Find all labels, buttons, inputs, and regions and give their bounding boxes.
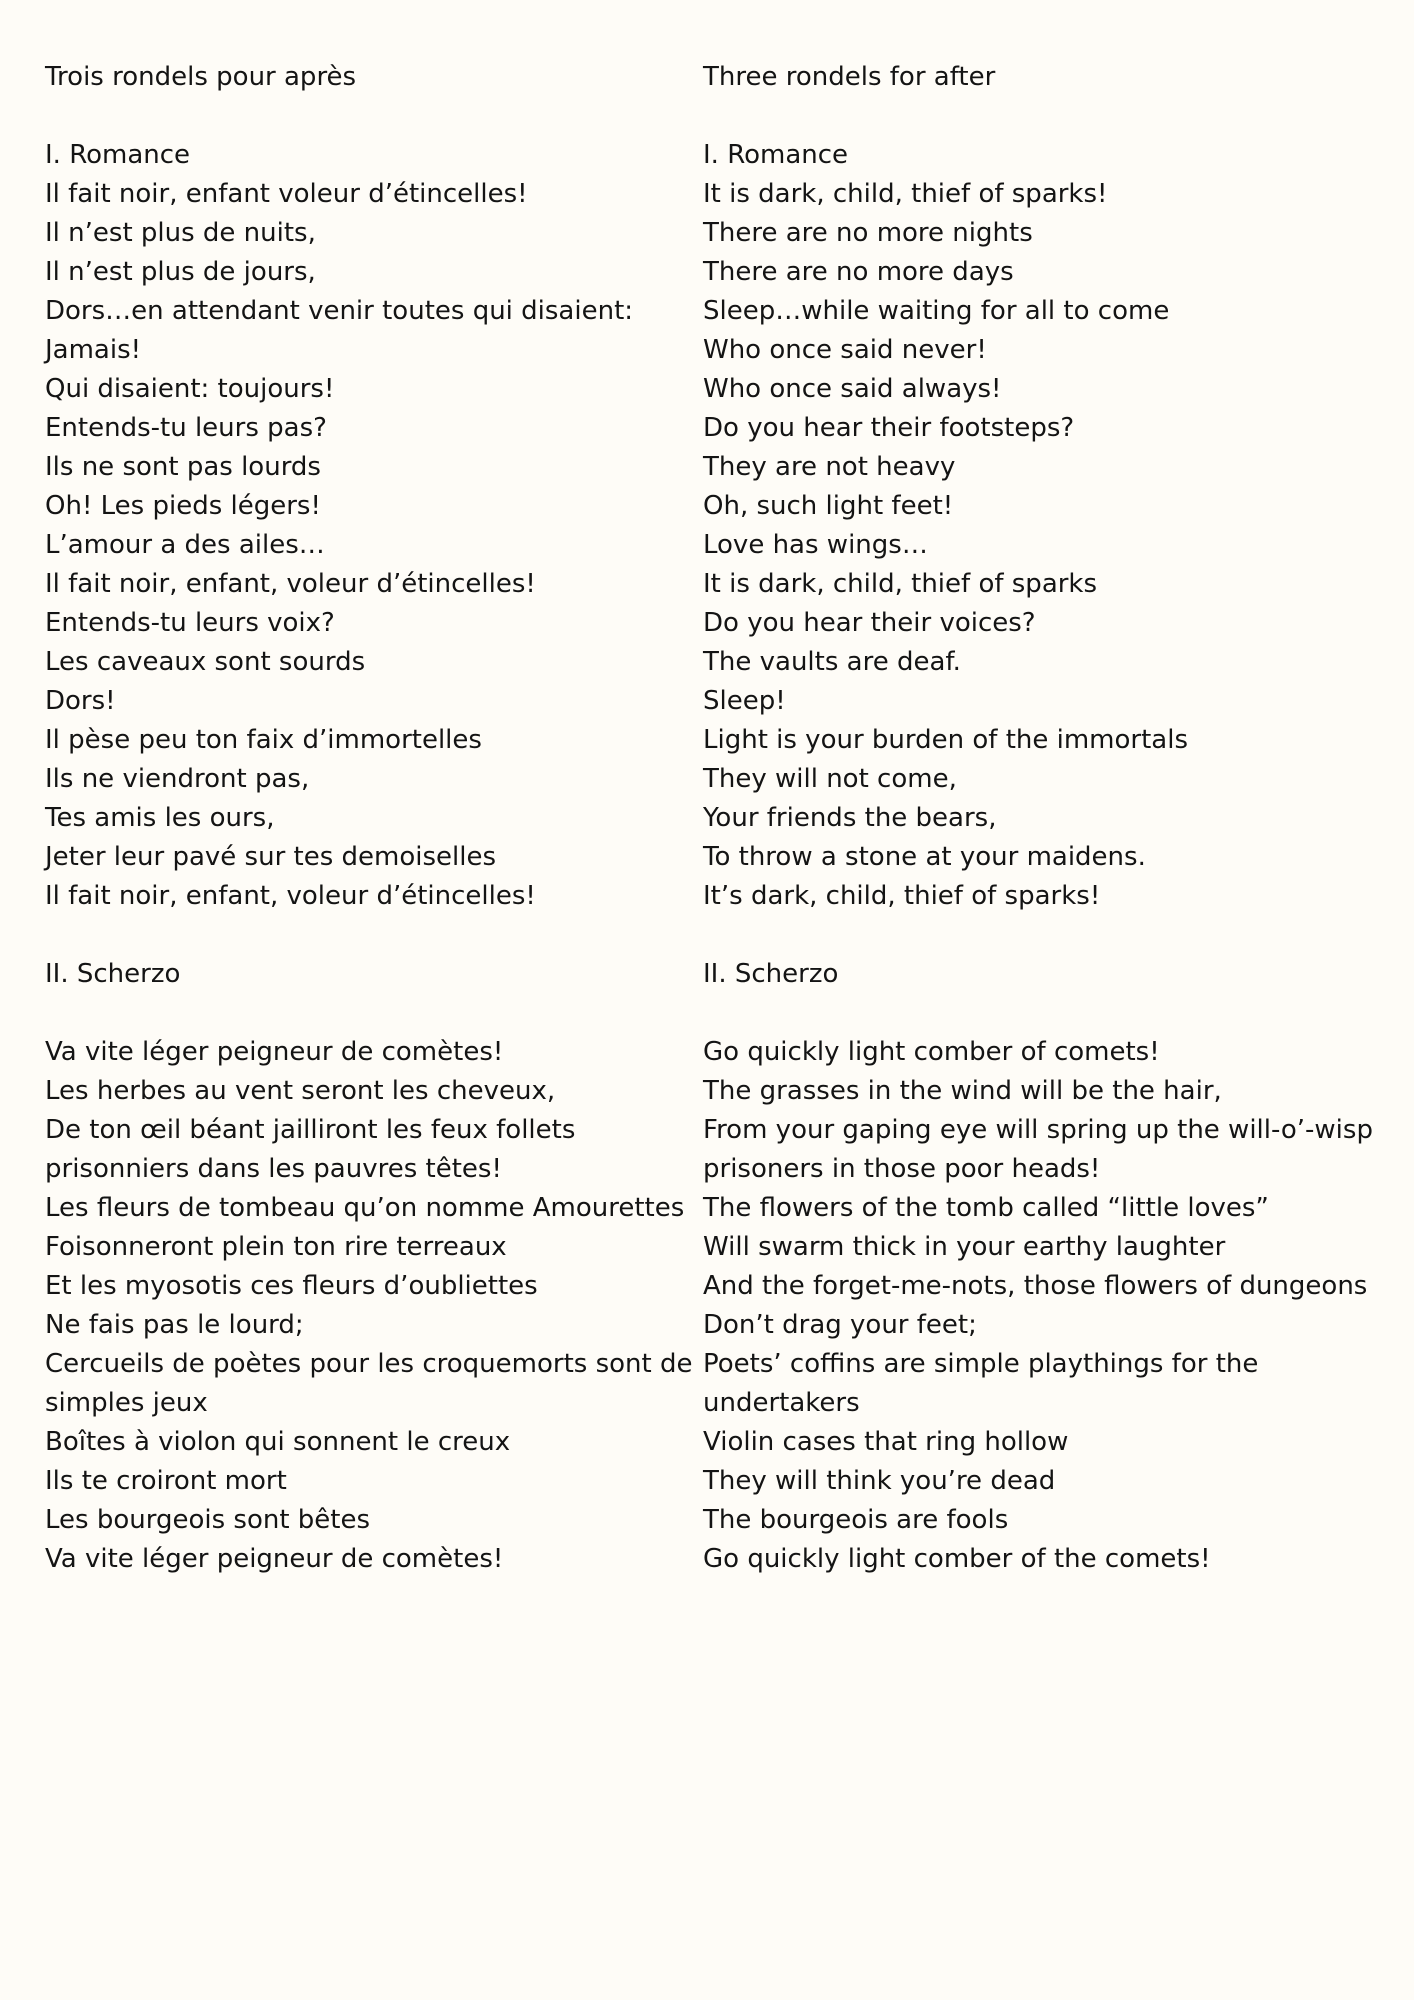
english-scherzo-stanza <box>703 1033 1375 1579</box>
stanza-spacer <box>703 994 1375 1033</box>
stanza-spacer <box>45 994 675 1033</box>
verse-line: There are no more days <box>703 257 1014 287</box>
verse-line: They are not heavy <box>703 452 956 482</box>
verse-line: Et les myosotis ces fleurs d’oubliettes <box>45 1271 538 1301</box>
verse-line: From your gaping eye will spring up the will-o’-wisp <box>703 1115 1373 1145</box>
verse-line: Il n’est plus de nuits, <box>45 218 316 248</box>
verse-line: Il fait noir, enfant, voleur d’étincelles! <box>45 569 536 599</box>
english-title: Three rondels for after <box>703 62 996 92</box>
french-scherzo-stanza <box>45 1033 693 1579</box>
verse-line: Light is your burden of the immortals <box>703 725 1188 755</box>
verse-line: Oh! Les pieds légers! <box>45 491 321 521</box>
verse-line: Tes amis les ours, <box>45 803 275 833</box>
verse-line: Go quickly light comber of comets! <box>703 1037 1160 1067</box>
french-romance-stanza <box>45 175 675 916</box>
english-scherzo-heading: II. Scherzo <box>703 959 839 989</box>
french-romance-heading: I. Romance <box>45 140 191 170</box>
verse-line: Love has wings… <box>703 530 928 560</box>
verse-line: undertakers <box>703 1388 860 1418</box>
english-column <box>703 58 1375 1579</box>
stanza-spacer <box>45 916 675 955</box>
verse-line: Do you hear their voices? <box>703 608 1036 638</box>
verse-line: The bourgeois are fools <box>703 1505 1009 1535</box>
verse-line: Jeter leur pavé sur tes demoiselles <box>45 842 497 872</box>
verse-line: Qui disaient: toujours! <box>45 374 335 404</box>
verse-line: To throw a stone at your maidens. <box>703 842 1146 872</box>
verse-line: Les caveaux sont sourds <box>45 647 366 677</box>
verse-line: Poets’ coffins are simple playthings for the <box>703 1349 1259 1379</box>
verse-line: There are no more nights <box>703 218 1033 248</box>
verse-line: Ils te croiront mort <box>45 1466 287 1496</box>
verse-line: Les herbes au vent seront les cheveux, <box>45 1076 556 1106</box>
verse-line: simples jeux <box>45 1388 208 1418</box>
verse-line: Will swarm thick in your earthy laughter <box>703 1232 1226 1262</box>
english-romance-stanza <box>703 175 1375 916</box>
verse-line: Va vite léger peigneur de comètes! <box>45 1037 504 1067</box>
verse-line: Les bourgeois sont bêtes <box>45 1505 371 1535</box>
verse-line: prisoners in those poor heads! <box>703 1154 1101 1184</box>
verse-line: Ils ne sont pas lourds <box>45 452 321 482</box>
verse-line: Sleep! <box>703 686 786 716</box>
verse-line: The grasses in the wind will be the hair, <box>703 1076 1222 1106</box>
verse-line: Who once said always! <box>703 374 1002 404</box>
verse-line: The vaults are deaf. <box>703 647 961 677</box>
verse-line: And the forget-me-nots, those flowers of dungeons <box>703 1271 1368 1301</box>
verse-line: Who once said never! <box>703 335 987 365</box>
verse-line: Oh, such light feet! <box>703 491 954 521</box>
verse-line: Don’t drag your feet; <box>703 1310 977 1340</box>
verse-line: Sleep…while waiting for all to come <box>703 296 1170 326</box>
verse-line: prisonniers dans les pauvres têtes! <box>45 1154 502 1184</box>
verse-line: Ne fais pas le lourd; <box>45 1310 304 1340</box>
verse-line: It is dark, child, thief of sparks! <box>703 179 1108 209</box>
verse-line: They will think you’re dead <box>703 1466 1056 1496</box>
french-title: Trois rondels pour après <box>45 62 357 92</box>
verse-line: Il n’est plus de jours, <box>45 257 316 287</box>
verse-line: Cercueils de poètes pour les croquemorts sont de <box>45 1349 693 1379</box>
verse-line: Foisonneront plein ton rire terreaux <box>45 1232 507 1262</box>
stanza-spacer <box>703 916 1375 955</box>
verse-line: L’amour a des ailes… <box>45 530 325 560</box>
verse-line: Jamais! <box>45 335 142 365</box>
english-romance-heading: I. Romance <box>703 140 849 170</box>
verse-line: Dors! <box>45 686 116 716</box>
verse-line: Boîtes à violon qui sonnent le creux <box>45 1427 511 1457</box>
verse-line: Ils ne viendront pas, <box>45 764 310 794</box>
verse-line: Go quickly light comber of the comets! <box>703 1544 1211 1574</box>
french-scherzo-heading: II. Scherzo <box>45 959 181 989</box>
verse-line: Il fait noir, enfant, voleur d’étincelles! <box>45 881 536 911</box>
verse-line: Les fleurs de tombeau qu’on nomme Amourettes <box>45 1193 685 1223</box>
verse-line: Violin cases that ring hollow <box>703 1427 1069 1457</box>
verse-line: Dors…en attendant venir toutes qui disaient: <box>45 296 634 326</box>
verse-line: Il fait noir, enfant voleur d’étincelles! <box>45 179 528 209</box>
verse-line: Entends-tu leurs pas? <box>45 413 327 443</box>
verse-line: Entends-tu leurs voix? <box>45 608 335 638</box>
verse-line: It’s dark, child, thief of sparks! <box>703 881 1101 911</box>
french-column <box>45 58 693 1579</box>
verse-line: Your friends the bears, <box>703 803 997 833</box>
verse-line: Do you hear their footsteps? <box>703 413 1075 443</box>
verse-line: They will not come, <box>703 764 957 794</box>
verse-line: It is dark, child, thief of sparks <box>703 569 1098 599</box>
verse-line: De ton œil béant jailliront les feux follets <box>45 1115 576 1145</box>
verse-line: Il pèse peu ton faix d’immortelles <box>45 725 482 755</box>
verse-line: Va vite léger peigneur de comètes! <box>45 1544 504 1574</box>
verse-line: The flowers of the tomb called “little loves” <box>703 1193 1269 1223</box>
